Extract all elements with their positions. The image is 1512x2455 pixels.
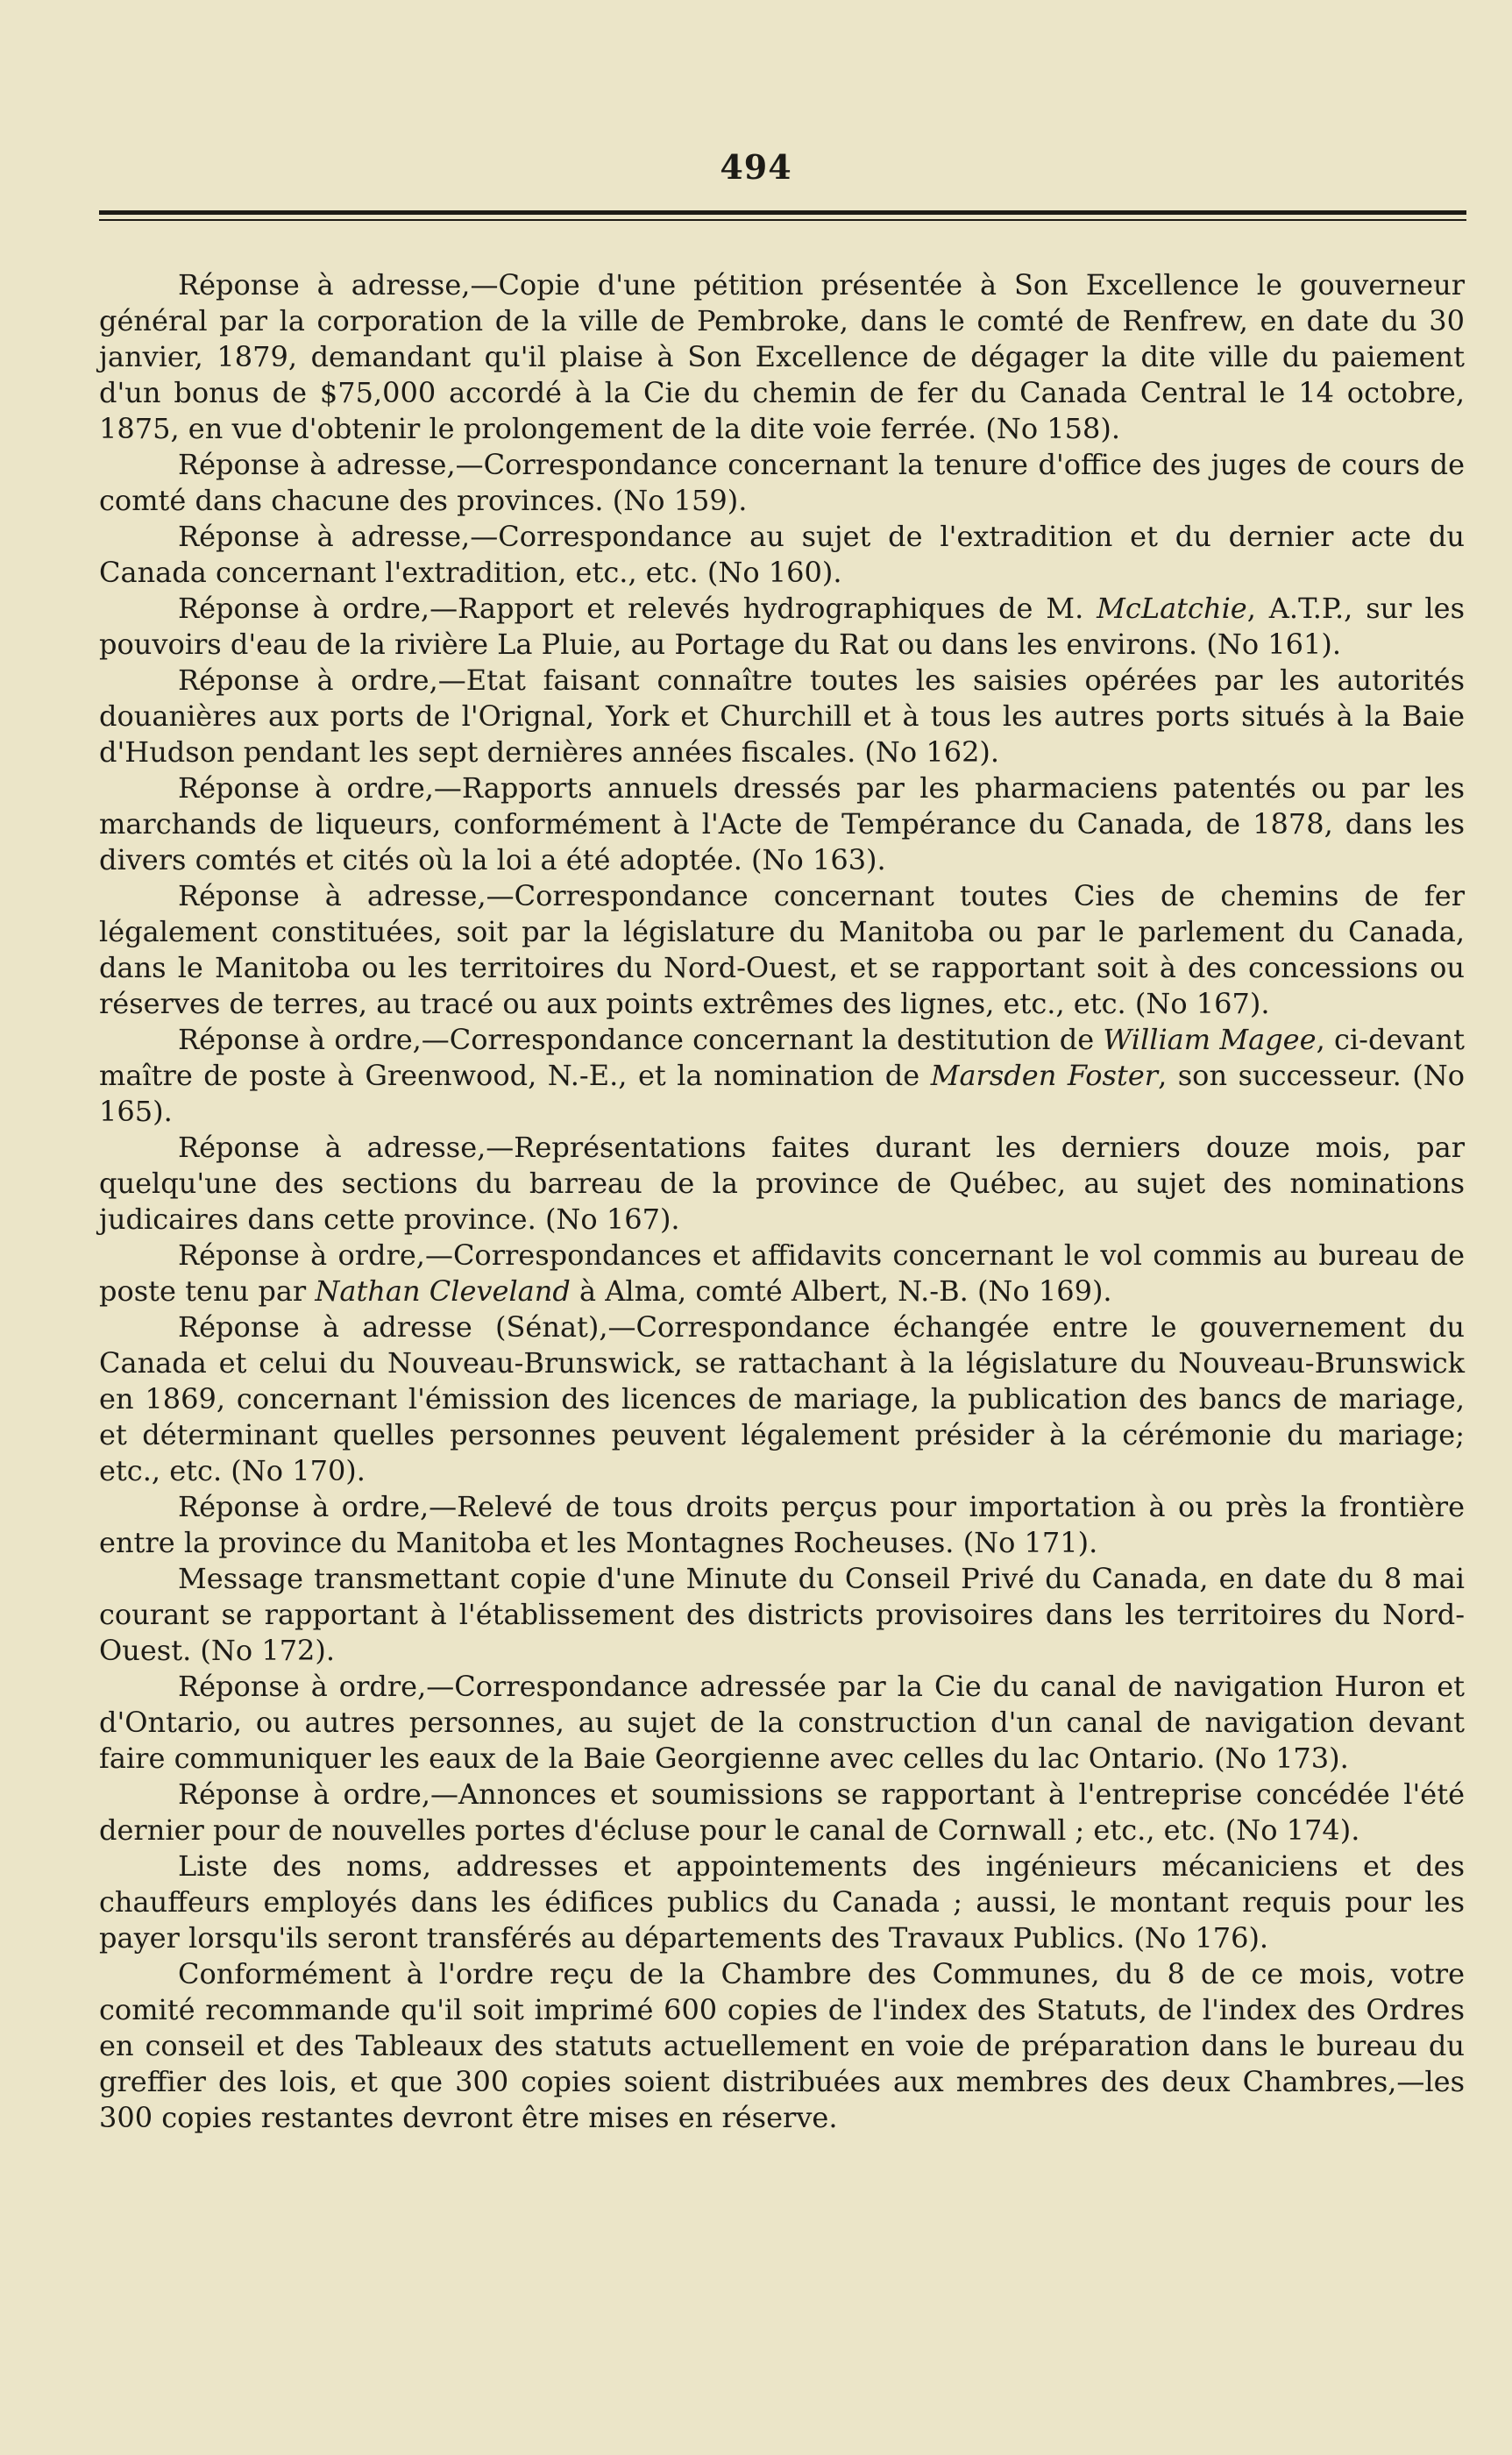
paragraph-entry xyxy=(99,591,1465,663)
paragraph-entry: Conformément à l'ordre reçu de la Chambre des Communes, du 8 de ce mois, votre comité recommande qu'il soit imprimé 600 copies de l'index des Statuts, de l'index des Ordres en conseil et des Tableaux des statuts actuellement en voie de préparation dans le bureau du greffier des lois, et que 300 copies soient distribuées aux membres des deux Chambres,—les 300 copies restantes devront être mises en réserve. xyxy=(99,1957,1465,2134)
page-number: 494 xyxy=(720,147,792,187)
paragraph-entry: Réponse à ordre,—Rapports annuels dressés par les pharmaciens patentés ou par les marchands de liqueurs, conformément à l'Acte de Tempérance du Canada, de 1878, dans les divers comtés et cités où la loi a été adoptée. (No 163). xyxy=(99,771,1465,876)
paragraph-text: , ci-devant maître de poste à Greenwood, N.-E., et la nomination de xyxy=(99,1023,1466,1092)
paragraph-entry: Réponse à adresse,—Correspondance concernant la tenure d'office des juges de cours de comté dans chacune des provinces. (No 159). xyxy=(99,448,1465,517)
header-rule-thin xyxy=(99,219,1466,221)
header-rule xyxy=(99,210,1466,224)
paragraph-entry: Réponse à adresse,—Correspondance au sujet de l'extradition et du dernier acte du Canada concernant l'extradition, etc., etc. (No 160). xyxy=(99,520,1465,589)
paragraph-entry: Réponse à adresse,—Représentations faites durant les derniers douze mois, par quelqu'une des sections du barreau de la province de Québec, au sujet des nominations judicaires dans cette province. (No 167). xyxy=(99,1131,1465,1236)
paragraph-entry: Réponse à adresse,—Correspondance concernant toutes Cies de chemins de fer légalement constituées, soit par la législature du Manitoba ou par le parlement du Canada, dans le Manitoba ou les territoires du Nord-Ouest, et se rapportant soit à des concessions ou réserves de terres, au tracé ou aux points extrêmes des lignes, etc., etc. (No 167). xyxy=(99,879,1465,1020)
paragraph-entry: Message transmettant copie d'une Minute du Conseil Privé du Canada, en date du 8 mai courant se rapportant à l'établissement des districts provisoires dans les territoires du Nord-Ouest. (No 172). xyxy=(99,1562,1465,1667)
paragraph-entry: Réponse à ordre,—Relevé de tous droits perçus pour importation à ou près la frontière entre la province du Manitoba et les Montagnes Rocheuses. (No 171). xyxy=(99,1490,1465,1559)
paragraph-entry: Réponse à adresse,—Copie d'une pétition présentée à Son Excellence le gouverneur général par la corporation de la ville de Pembroke, dans le comté de Renfrew, en date du 30 janvier, 1879, demandant qu'il plaise à Son Excellence de dégager la dite ville du paiement d'un bonus de $75,000 accordé à la Cie du chemin de fer du Canada Central le 14 octobre, 1875, en vue d'obtenir le prolongement de la dite voie ferrée. (No 158). xyxy=(99,268,1465,445)
paragraph-entry xyxy=(99,1022,1465,1130)
person-name: Nathan Cleveland xyxy=(315,1274,571,1308)
paragraph-text: , son successeur. (No 165). xyxy=(99,1059,1466,1128)
paragraph-entry: Réponse à ordre,—Correspondance adressée par la Cie du canal de navigation Huron et d'Ontario, ou autres personnes, au sujet de la construction d'un canal de navigation devant faire communiquer les eaux de la Baie Georgienne avec celles du lac Ontario. (No 173). xyxy=(99,1670,1465,1775)
paragraph-text: Réponse à ordre,—Rapport et relevés hydrographiques de M. xyxy=(178,592,1097,625)
paragraph-text: Réponse à ordre,—Correspondances et affidavits concernant le vol commis au bureau de poste tenu par xyxy=(99,1238,1465,1308)
person-name: McLatchie xyxy=(1097,592,1247,625)
person-name: William Magee xyxy=(1103,1023,1317,1056)
paragraph-entry: Réponse à ordre,—Etat faisant connaître toutes les saisies opérées par les autorités douanières aux ports de l'Orignal, York et Churchill et à tous les autres ports situés à la Baie d'Hudson pendant les sept dernières années fiscales. (No 162). xyxy=(99,663,1465,769)
paragraph-entry: Liste des noms, addresses et appointements des ingénieurs mécaniciens et des chauffeurs employés dans les édifices publics du Canada ; aussi, le montant requis pour les payer lorsqu'ils seront transférés au départements des Travaux Publics. (No 176). xyxy=(99,1849,1465,1955)
header-rule-thick xyxy=(99,210,1466,215)
paragraph-entry: Réponse à ordre,—Annonces et soumissions se rapportant à l'entreprise concédée l'été dernier pour de nouvelles portes d'écluse pour le canal de Cornwall ; etc., etc. (No 174). xyxy=(99,1777,1465,1847)
person-name: Marsden Foster xyxy=(930,1059,1159,1092)
paragraph-entry: Réponse à adresse (Sénat),—Correspondance échangée entre le gouvernement du Canada et celui du Nouveau-Brunswick, se rattachant à la législature du Nouveau-Brunswick en 1869, concernant l'émission des licences de mariage, la publication des bancs de mariage, et déterminant quelles personnes peuvent légalement présider à la cérémonie du mariage; etc., etc. (No 170). xyxy=(99,1310,1465,1487)
document-body xyxy=(99,267,1465,2136)
paragraph-text: à Alma, comté Albert, N.-B. (No 169). xyxy=(570,1274,1112,1308)
paragraph-entry xyxy=(99,1238,1465,1309)
paragraph-text: , A.T.P., sur les pouvoirs d'eau de la rivière La Pluie, au Portage du Rat ou dans les environs. (No 161). xyxy=(99,592,1466,661)
paragraph-text: Réponse à ordre,—Correspondance concernant la destitution de xyxy=(178,1023,1104,1056)
